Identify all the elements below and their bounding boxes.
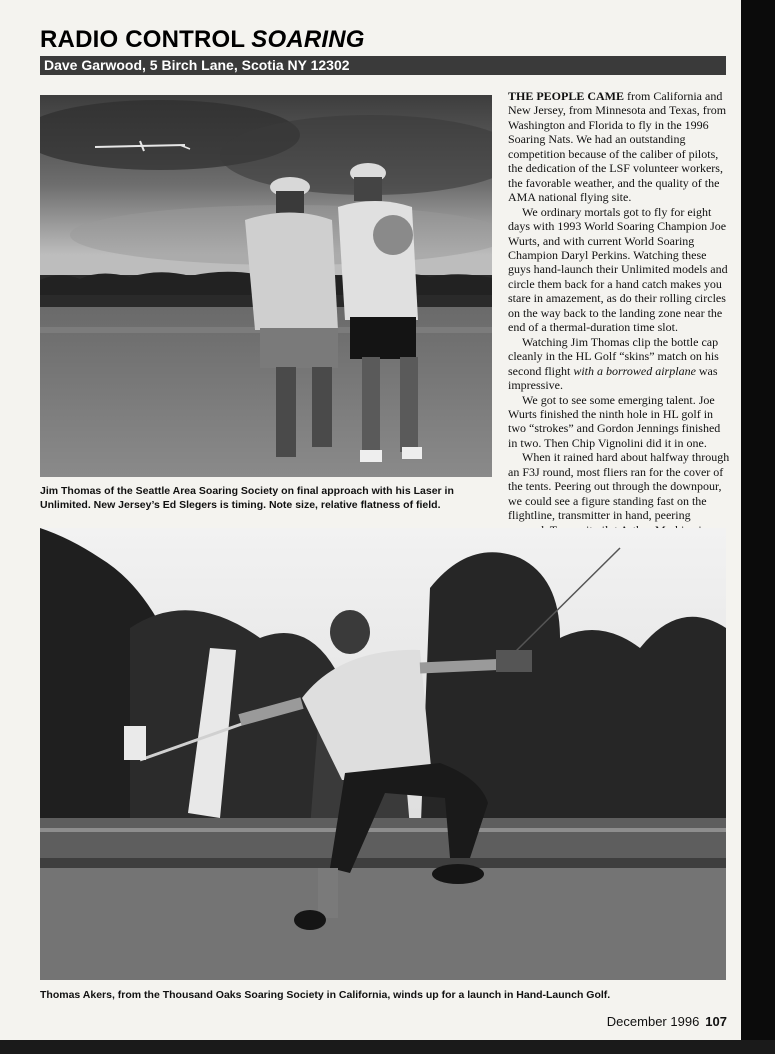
article-paragraph-4: We got to see some emerging talent. Joe Wurts finished the ninth hole in HL golf in two “strokes” and Gordon Jennings finished in two. Then Chip Vignolini did it in one. — [508, 392, 721, 450]
photo-hand-launch — [40, 528, 726, 980]
author-address-bar — [40, 56, 726, 75]
article-paragraph-3-b: was impressive. — [508, 363, 718, 393]
article-body — [508, 89, 730, 537]
issue-date: December 1996 — [606, 1014, 700, 1029]
page-footer — [607, 1014, 727, 1029]
article-paragraph-1 — [508, 89, 730, 205]
article-paragraph-3 — [508, 335, 730, 393]
photo1-caption: Jim Thomas of the Seattle Area Soaring Society on final approach with his Laser in Unlimited. New Jersey’s Ed Slegers is timing. Note size, relative flatness of field. — [40, 485, 454, 511]
author-address: Dave Garwood, 5 Birch Lane, Scotia NY 12302 — [44, 57, 350, 73]
photo2-caption: Thomas Akers, from the Thousand Oaks Soaring Society in California, winds up for a launch in Hand-Launch Golf. — [40, 989, 611, 1001]
article-paragraph-3-italic: with a borrowed airplane — [573, 363, 696, 378]
page-number: 107 — [705, 1014, 727, 1029]
column-title — [40, 26, 365, 56]
photo-glider-approach — [40, 95, 492, 477]
column-title-italic: SOARING — [251, 26, 365, 53]
article-paragraph-5: When it rained hard about halfway through an F3J round, most fliers ran for the cover of the tents. Peering out through the downpour, we could see a figure standing fast on the flightline, transmitter in hand, peering — [508, 450, 730, 523]
page-edge-bottom — [0, 1040, 775, 1054]
article-paragraph-2: We ordinary mortals got to fly for eight days with 1993 World Soaring Champion Joe Wurts, and with current World Soaring Champion Daryl Perkins. Watching these guys hand-launch their Unlimited models and circle them back for a hand catch makes you stare in amazement, as do their rolling circles on the way back to the landing zone near the end of a thermal-duration time slot. — [508, 204, 728, 335]
column-title-main: RADIO CONTROL — [40, 26, 246, 53]
article-lead-caps: THE PEOPLE CAME — [508, 89, 625, 103]
article-paragraph-1-text: from California and New Jersey, from Minnesota and Texas, from Washington and Florida to fly in the 1996 Soaring Nats. We had an outstanding competition because of the caliber of pilots, the dedication of the LSF volunteer workers, the favorable weather, and the quality of the AMA national flying site. — [508, 89, 727, 205]
page-edge-right — [741, 0, 775, 1054]
article-paragraph-3-a: Watching Jim Thomas clip the bottle cap cleanly in the HL Golf “skins” match on his second flight — [508, 334, 719, 378]
